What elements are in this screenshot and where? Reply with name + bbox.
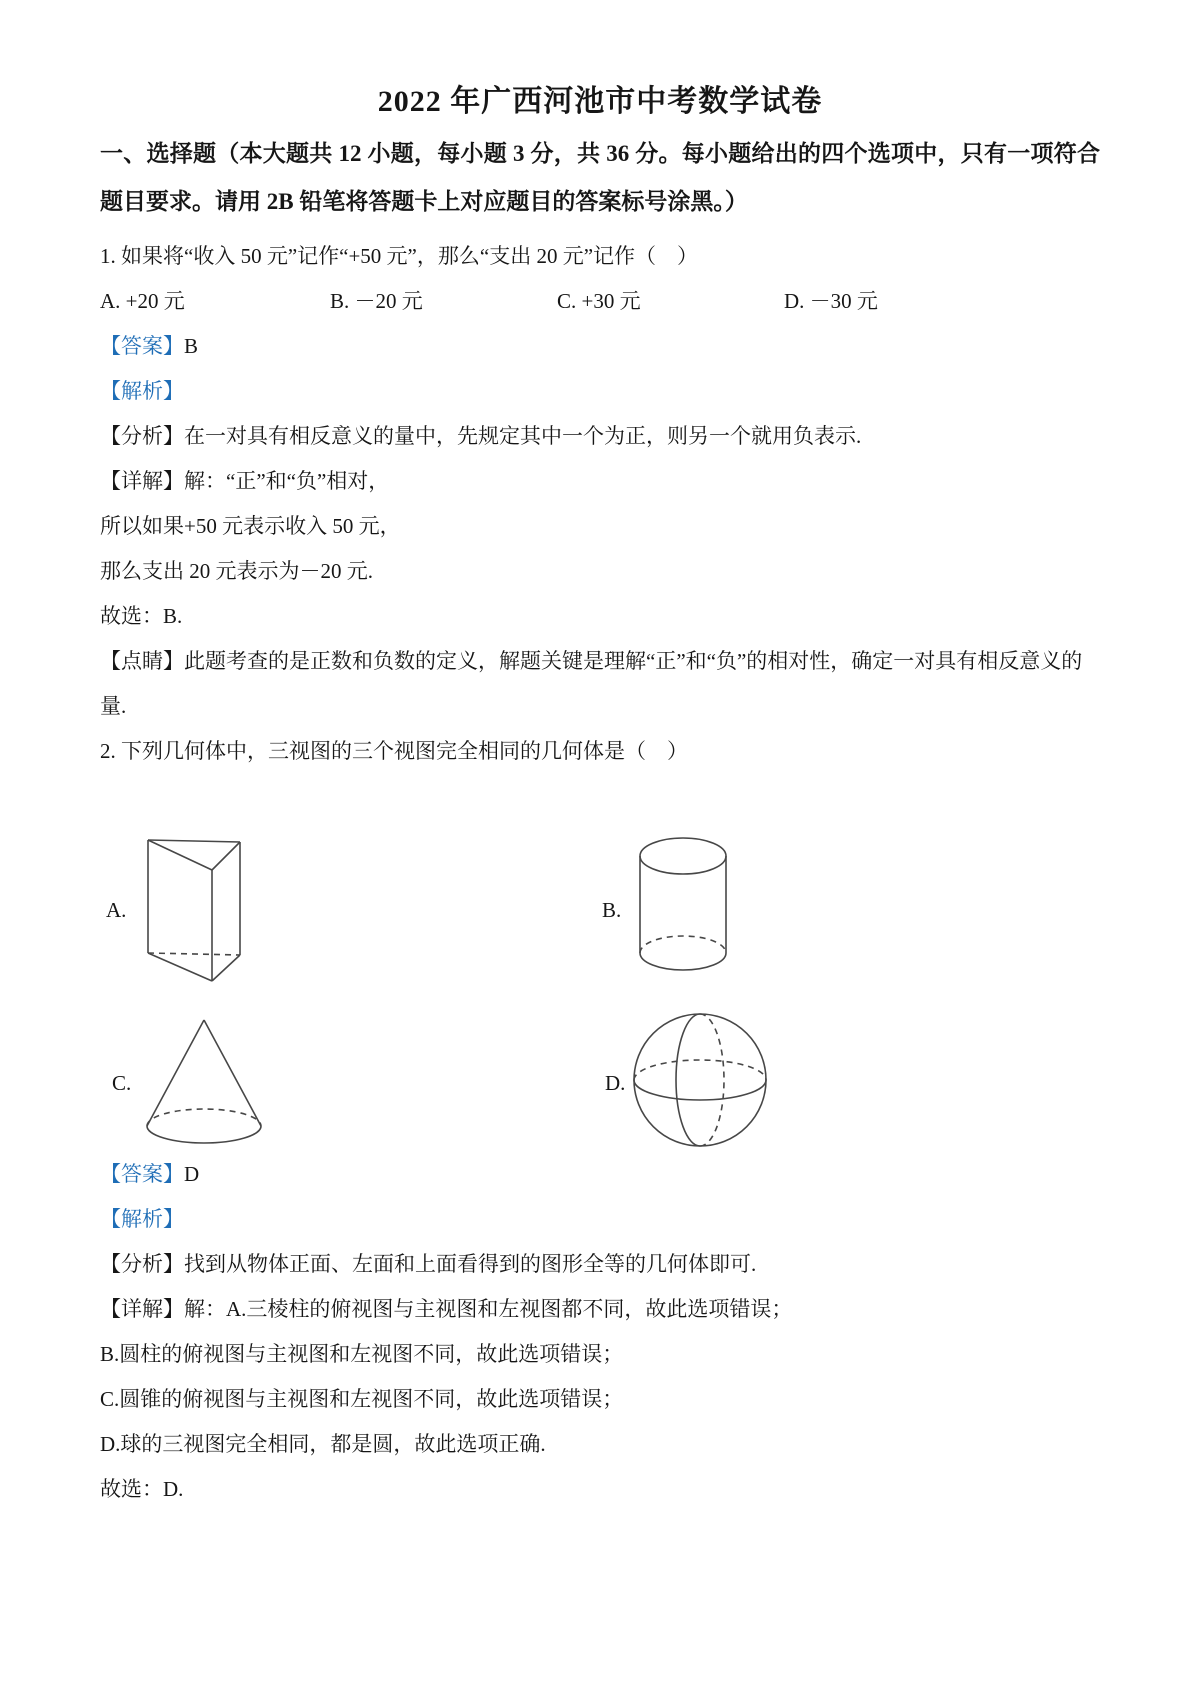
option-text: +20 元: [125, 289, 185, 313]
option-text: －30 元: [809, 289, 878, 313]
option-label: C.: [557, 289, 577, 313]
page-title: 2022 年广西河池市中考数学试卷: [377, 85, 823, 118]
option-label: A.: [100, 289, 121, 313]
q2-explanation-line: 【分析】找到从物体正面、左面和上面看得到的图形全等的几何体即可.: [100, 1252, 757, 1276]
figure-label-b: B.: [602, 898, 622, 922]
q2-explanation-line: C.圆锥的俯视图与主视图和左视图不同，故此选项错误；: [100, 1387, 624, 1411]
q2-explanation-line: 故选：D.: [100, 1477, 184, 1501]
q1-stem: 1. 如果将“收入 50 元”记作“+50 元”，那么“支出 20 元”记作（ ）: [100, 244, 699, 268]
q1-option-c: [557, 279, 784, 324]
option-label: B.: [330, 289, 350, 313]
q1-analysis-label-line: [100, 369, 1100, 414]
analysis-label: 【解析】: [100, 1207, 184, 1231]
option-label: D.: [784, 289, 805, 313]
q1-explanation-line: 那么支出 20 元表示为－20 元.: [100, 559, 373, 583]
answer-label: 【答案】: [100, 334, 184, 358]
cylinder-figure: [638, 836, 728, 974]
q1-explanation-line: 故选：B.: [100, 604, 183, 628]
q1-explanation-line: 【点睛】此题考查的是正数和负数的定义，解题关键是理解“正”和“负”的相对性，确定一对具有相反意义的量.: [100, 649, 1083, 718]
q1-explanation-line: 【分析】在一对具有相反意义的量中，先规定其中一个为正，则另一个就用负表示.: [100, 424, 862, 448]
q2-answer-line: [100, 1152, 1100, 1197]
sphere-figure: [632, 1012, 768, 1148]
q2-explanation-line: D.球的三视图完全相同，都是圆，故此选项正确.: [100, 1432, 546, 1456]
q2-explanation-line: 【详解】解：A.三棱柱的俯视图与主视图和左视图都不同，故此选项错误；: [100, 1297, 793, 1321]
triangular-prism-figure: [146, 838, 242, 984]
q2-figure-grid: [100, 774, 1100, 1152]
q1-explanation-line: 【详解】解：“正”和“负”相对，: [100, 469, 390, 493]
q1-answer-line: [100, 324, 1100, 369]
answer-value: B: [184, 334, 199, 358]
question-2: [100, 729, 1100, 1512]
answer-value: D: [184, 1162, 200, 1186]
q2-explanation-line: B.圆柱的俯视图与主视图和左视图不同，故此选项错误；: [100, 1342, 624, 1366]
section-heading: 一、选择题（本大题共 12 小题，每小题 3 分，共 36 分。每小题给出的四个选项中，只有一项符合题目要求。请用 2B 铅笔将答题卡上对应题目的答案标号涂黑。）: [100, 141, 1100, 214]
figure-label-a: A.: [106, 898, 127, 922]
analysis-label: 【解析】: [100, 379, 184, 403]
q1-option-d: [784, 279, 1100, 324]
figure-label-c: C.: [112, 1071, 132, 1095]
cone-figure: [145, 1018, 263, 1146]
q1-explanation-line: 所以如果+50 元表示收入 50 元，: [100, 514, 401, 538]
q1-option-b: [330, 279, 557, 324]
figure-label-d: D.: [605, 1071, 626, 1095]
option-text: －20 元: [354, 289, 423, 313]
answer-label: 【答案】: [100, 1162, 184, 1186]
q2-stem: 2. 下列几何体中，三视图的三个视图完全相同的几何体是（ ）: [100, 739, 688, 763]
q1-options-row: [100, 279, 1100, 324]
question-1: [100, 234, 1100, 729]
option-text: +30 元: [581, 289, 641, 313]
q1-option-a: [100, 279, 330, 324]
q2-analysis-label-line: [100, 1197, 1100, 1242]
